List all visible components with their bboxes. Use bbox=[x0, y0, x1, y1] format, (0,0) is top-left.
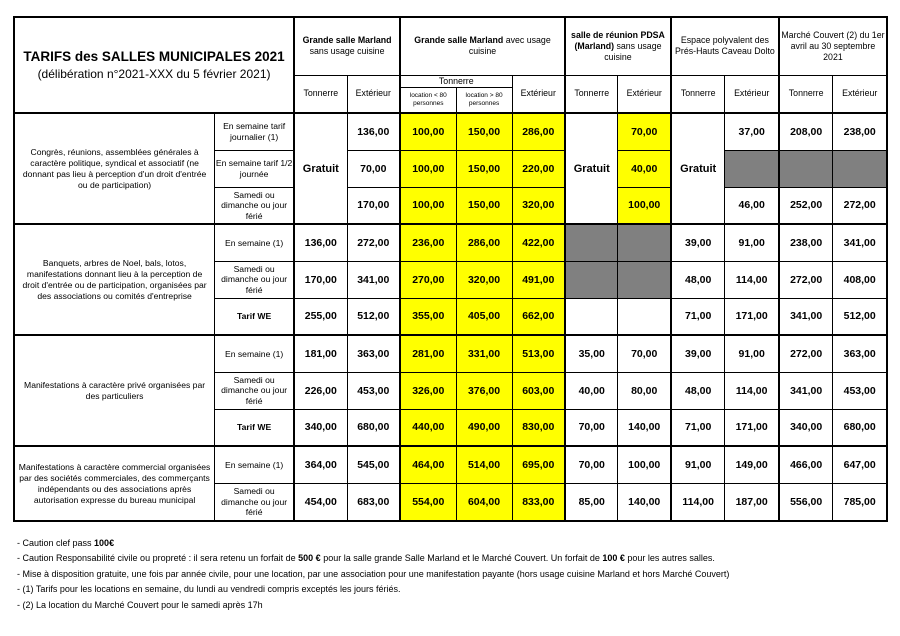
period-label: Tarif WE bbox=[215, 298, 294, 335]
price-cell: 647,00 bbox=[833, 446, 887, 483]
note-line: - Caution Responsabilité civile ou propreté : il sera retenu un forfait de 500 € pour la salle grande Salle Marland et le Marché Couvert. Un forfait de 100 € pour les autres salles. bbox=[17, 553, 715, 564]
title-line1: TARIFS des SALLES MUNICIPALES 2021 bbox=[23, 49, 285, 64]
gratuit-cell: Gratuit bbox=[671, 113, 725, 224]
price-cell: 453,00 bbox=[833, 372, 887, 409]
price-cell: 512,00 bbox=[833, 298, 887, 335]
unavailable-cell bbox=[565, 224, 618, 261]
price-cell: 150,00 bbox=[456, 113, 512, 150]
price-cell: 35,00 bbox=[565, 335, 618, 372]
price-cell: 150,00 bbox=[456, 150, 512, 187]
price-cell: 91,00 bbox=[725, 224, 779, 261]
price-cell: 170,00 bbox=[294, 261, 347, 298]
unavailable-cell bbox=[779, 150, 833, 187]
price-cell: 170,00 bbox=[347, 187, 400, 224]
price-cell: 464,00 bbox=[400, 446, 456, 483]
period-label: Tarif WE bbox=[215, 409, 294, 446]
price-cell: 341,00 bbox=[779, 372, 833, 409]
price-cell: 355,00 bbox=[400, 298, 456, 335]
price-cell: 149,00 bbox=[725, 446, 779, 483]
col-exterieur: Extérieur bbox=[725, 75, 779, 113]
venue-pdsa: salle de réunion PDSA (Marland) sans usage cuisine bbox=[565, 17, 671, 75]
price-cell: 91,00 bbox=[725, 335, 779, 372]
price-cell: 238,00 bbox=[779, 224, 833, 261]
empty-cell bbox=[565, 298, 618, 335]
col-location-lt80: location < 80 personnes bbox=[400, 87, 456, 113]
price-cell: 341,00 bbox=[347, 261, 400, 298]
col-exterieur: Extérieur bbox=[347, 75, 400, 113]
price-cell: 37,00 bbox=[725, 113, 779, 150]
price-cell: 181,00 bbox=[294, 335, 347, 372]
price-cell: 85,00 bbox=[565, 483, 618, 521]
price-cell: 150,00 bbox=[456, 187, 512, 224]
price-cell: 114,00 bbox=[671, 483, 725, 521]
col-exterieur: Extérieur bbox=[618, 75, 671, 113]
price-cell: 91,00 bbox=[671, 446, 725, 483]
venue-marland-avec: Grande salle Marland avec usage cuisine bbox=[400, 17, 565, 75]
price-cell: 40,00 bbox=[618, 150, 671, 187]
price-cell: 48,00 bbox=[671, 261, 725, 298]
period-label: En semaine (1) bbox=[215, 224, 294, 261]
price-cell: 422,00 bbox=[512, 224, 565, 261]
price-cell: 70,00 bbox=[618, 113, 671, 150]
price-cell: 171,00 bbox=[725, 409, 779, 446]
col-location-gt80: location > 80 personnes bbox=[456, 87, 512, 113]
period-label: En semaine (1) bbox=[215, 446, 294, 483]
period-label: En semaine tarif 1/2 journée bbox=[215, 150, 294, 187]
price-cell: 341,00 bbox=[833, 224, 887, 261]
price-cell: 80,00 bbox=[618, 372, 671, 409]
period-label: En semaine tarif journalier (1) bbox=[215, 113, 294, 150]
price-cell: 695,00 bbox=[512, 446, 565, 483]
venue-marche-couvert: Marché Couvert (2) du 1er avril au 30 septembre 2021 bbox=[779, 17, 887, 75]
venue-pres-hauts: Espace polyvalent des Prés-Hauts Caveau Dolto bbox=[671, 17, 779, 75]
price-cell: 100,00 bbox=[618, 187, 671, 224]
price-cell: 340,00 bbox=[779, 409, 833, 446]
price-cell: 136,00 bbox=[347, 113, 400, 150]
price-cell: 683,00 bbox=[347, 483, 400, 521]
price-cell: 603,00 bbox=[512, 372, 565, 409]
price-cell: 70,00 bbox=[618, 335, 671, 372]
price-cell: 208,00 bbox=[779, 113, 833, 150]
price-cell: 226,00 bbox=[294, 372, 347, 409]
unavailable-cell bbox=[565, 261, 618, 298]
unavailable-cell bbox=[833, 150, 887, 187]
notes-list bbox=[17, 536, 729, 613]
price-cell: 187,00 bbox=[725, 483, 779, 521]
price-cell: 100,00 bbox=[400, 113, 456, 150]
note-line: - Mise à disposition gratuite, une fois par année civile, pour une location, par une association pour une manifestation payante (hors usage cuisine Marland et hors Marché Couvert) bbox=[17, 568, 730, 579]
price-cell: 604,00 bbox=[456, 483, 512, 521]
price-cell: 363,00 bbox=[833, 335, 887, 372]
col-tonnerre: Tonnerre bbox=[779, 75, 833, 113]
empty-cell bbox=[618, 298, 671, 335]
price-cell: 255,00 bbox=[294, 298, 347, 335]
col-exterieur: Extérieur bbox=[833, 75, 887, 113]
price-cell: 364,00 bbox=[294, 446, 347, 483]
period-label: Samedi ou dimanche ou jour férié bbox=[215, 483, 294, 521]
note-line: - (1) Tarifs pour les locations en semaine, du lundi au vendredi compris exceptés les jours fériés. bbox=[17, 584, 401, 595]
col-tonnerre: Tonnerre bbox=[671, 75, 725, 113]
unavailable-cell bbox=[618, 224, 671, 261]
price-cell: 320,00 bbox=[512, 187, 565, 224]
price-cell: 491,00 bbox=[512, 261, 565, 298]
category-label: Congrès, réunions, assemblées générales à caractère politique, syndical et associatif (ne donnant pas lieu à perception d'un droit d'entrée ou de participation) bbox=[14, 113, 215, 224]
price-cell: 220,00 bbox=[512, 150, 565, 187]
period-label: Samedi ou dimanche ou jour férié bbox=[215, 261, 294, 298]
unavailable-cell bbox=[725, 150, 779, 187]
price-cell: 440,00 bbox=[400, 409, 456, 446]
price-cell: 272,00 bbox=[779, 335, 833, 372]
price-cell: 136,00 bbox=[294, 224, 347, 261]
price-cell: 513,00 bbox=[512, 335, 565, 372]
note-line: - Caution clef pass 100€ bbox=[17, 538, 115, 548]
price-cell: 48,00 bbox=[671, 372, 725, 409]
tariff-table bbox=[13, 16, 888, 522]
price-cell: 114,00 bbox=[725, 372, 779, 409]
price-cell: 376,00 bbox=[456, 372, 512, 409]
price-cell: 46,00 bbox=[725, 187, 779, 224]
price-cell: 70,00 bbox=[347, 150, 400, 187]
price-cell: 70,00 bbox=[565, 409, 618, 446]
unavailable-cell bbox=[618, 261, 671, 298]
period-label: En semaine (1) bbox=[215, 335, 294, 372]
price-cell: 39,00 bbox=[671, 335, 725, 372]
period-label: Samedi ou dimanche ou jour férié bbox=[215, 187, 294, 224]
price-cell: 238,00 bbox=[833, 113, 887, 150]
price-cell: 70,00 bbox=[565, 446, 618, 483]
gratuit-cell: Gratuit bbox=[565, 113, 618, 224]
price-cell: 556,00 bbox=[779, 483, 833, 521]
price-cell: 100,00 bbox=[618, 446, 671, 483]
price-cell: 272,00 bbox=[833, 187, 887, 224]
price-cell: 281,00 bbox=[400, 335, 456, 372]
col-tonnerre: Tonnerre bbox=[294, 75, 347, 113]
title-line2: (délibération n°2021-XXX du 5 février 2021) bbox=[37, 67, 271, 81]
price-cell: 272,00 bbox=[779, 261, 833, 298]
price-cell: 454,00 bbox=[294, 483, 347, 521]
price-cell: 71,00 bbox=[671, 409, 725, 446]
price-cell: 662,00 bbox=[512, 298, 565, 335]
price-cell: 100,00 bbox=[400, 187, 456, 224]
price-cell: 140,00 bbox=[618, 409, 671, 446]
price-cell: 545,00 bbox=[347, 446, 400, 483]
price-cell: 453,00 bbox=[347, 372, 400, 409]
price-cell: 252,00 bbox=[779, 187, 833, 224]
price-cell: 171,00 bbox=[725, 298, 779, 335]
price-cell: 100,00 bbox=[400, 150, 456, 187]
category-label: Banquets, arbres de Noel, bals, lotos, manifestations donnant lieu à la perception de droit d'entrée ou de participation, organisées par des associations ou comités d'entreprise bbox=[14, 224, 215, 335]
price-cell: 270,00 bbox=[400, 261, 456, 298]
price-cell: 680,00 bbox=[833, 409, 887, 446]
period-label: Samedi ou dimanche ou jour férié bbox=[215, 372, 294, 409]
price-cell: 286,00 bbox=[512, 113, 565, 150]
tariff-sheet bbox=[13, 16, 888, 522]
price-cell: 830,00 bbox=[512, 409, 565, 446]
page-title bbox=[14, 17, 294, 113]
price-cell: 71,00 bbox=[671, 298, 725, 335]
price-cell: 512,00 bbox=[347, 298, 400, 335]
price-cell: 833,00 bbox=[512, 483, 565, 521]
price-cell: 39,00 bbox=[671, 224, 725, 261]
price-cell: 554,00 bbox=[400, 483, 456, 521]
price-cell: 466,00 bbox=[779, 446, 833, 483]
gratuit-cell: Gratuit bbox=[294, 113, 347, 224]
note-line: - (2) La location du Marché Couvert pour le samedi après 17h bbox=[17, 599, 263, 610]
price-cell: 140,00 bbox=[618, 483, 671, 521]
price-cell: 490,00 bbox=[456, 409, 512, 446]
price-cell: 331,00 bbox=[456, 335, 512, 372]
category-label: Manifestations à caractère commercial organisées par des sociétés commerciales, des commerçants indépendants ou des associations après autorisation expresse du bureau municipal bbox=[14, 446, 215, 521]
venue-marland-sans: Grande salle Marland sans usage cuisine bbox=[294, 17, 400, 75]
col-exterieur: Extérieur bbox=[512, 75, 565, 113]
col-tonnerre: Tonnerre bbox=[565, 75, 618, 113]
price-cell: 40,00 bbox=[565, 372, 618, 409]
price-cell: 320,00 bbox=[456, 261, 512, 298]
price-cell: 114,00 bbox=[725, 261, 779, 298]
price-cell: 405,00 bbox=[456, 298, 512, 335]
price-cell: 408,00 bbox=[833, 261, 887, 298]
price-cell: 341,00 bbox=[779, 298, 833, 335]
price-cell: 236,00 bbox=[400, 224, 456, 261]
price-cell: 286,00 bbox=[456, 224, 512, 261]
price-cell: 680,00 bbox=[347, 409, 400, 446]
col-tonnerre: Tonnerre bbox=[400, 75, 512, 87]
price-cell: 326,00 bbox=[400, 372, 456, 409]
price-cell: 340,00 bbox=[294, 409, 347, 446]
category-label: Manifestations à caractère privé organisées par des particuliers bbox=[14, 335, 215, 446]
price-cell: 363,00 bbox=[347, 335, 400, 372]
price-cell: 272,00 bbox=[347, 224, 400, 261]
price-cell: 785,00 bbox=[833, 483, 887, 521]
price-cell: 514,00 bbox=[456, 446, 512, 483]
